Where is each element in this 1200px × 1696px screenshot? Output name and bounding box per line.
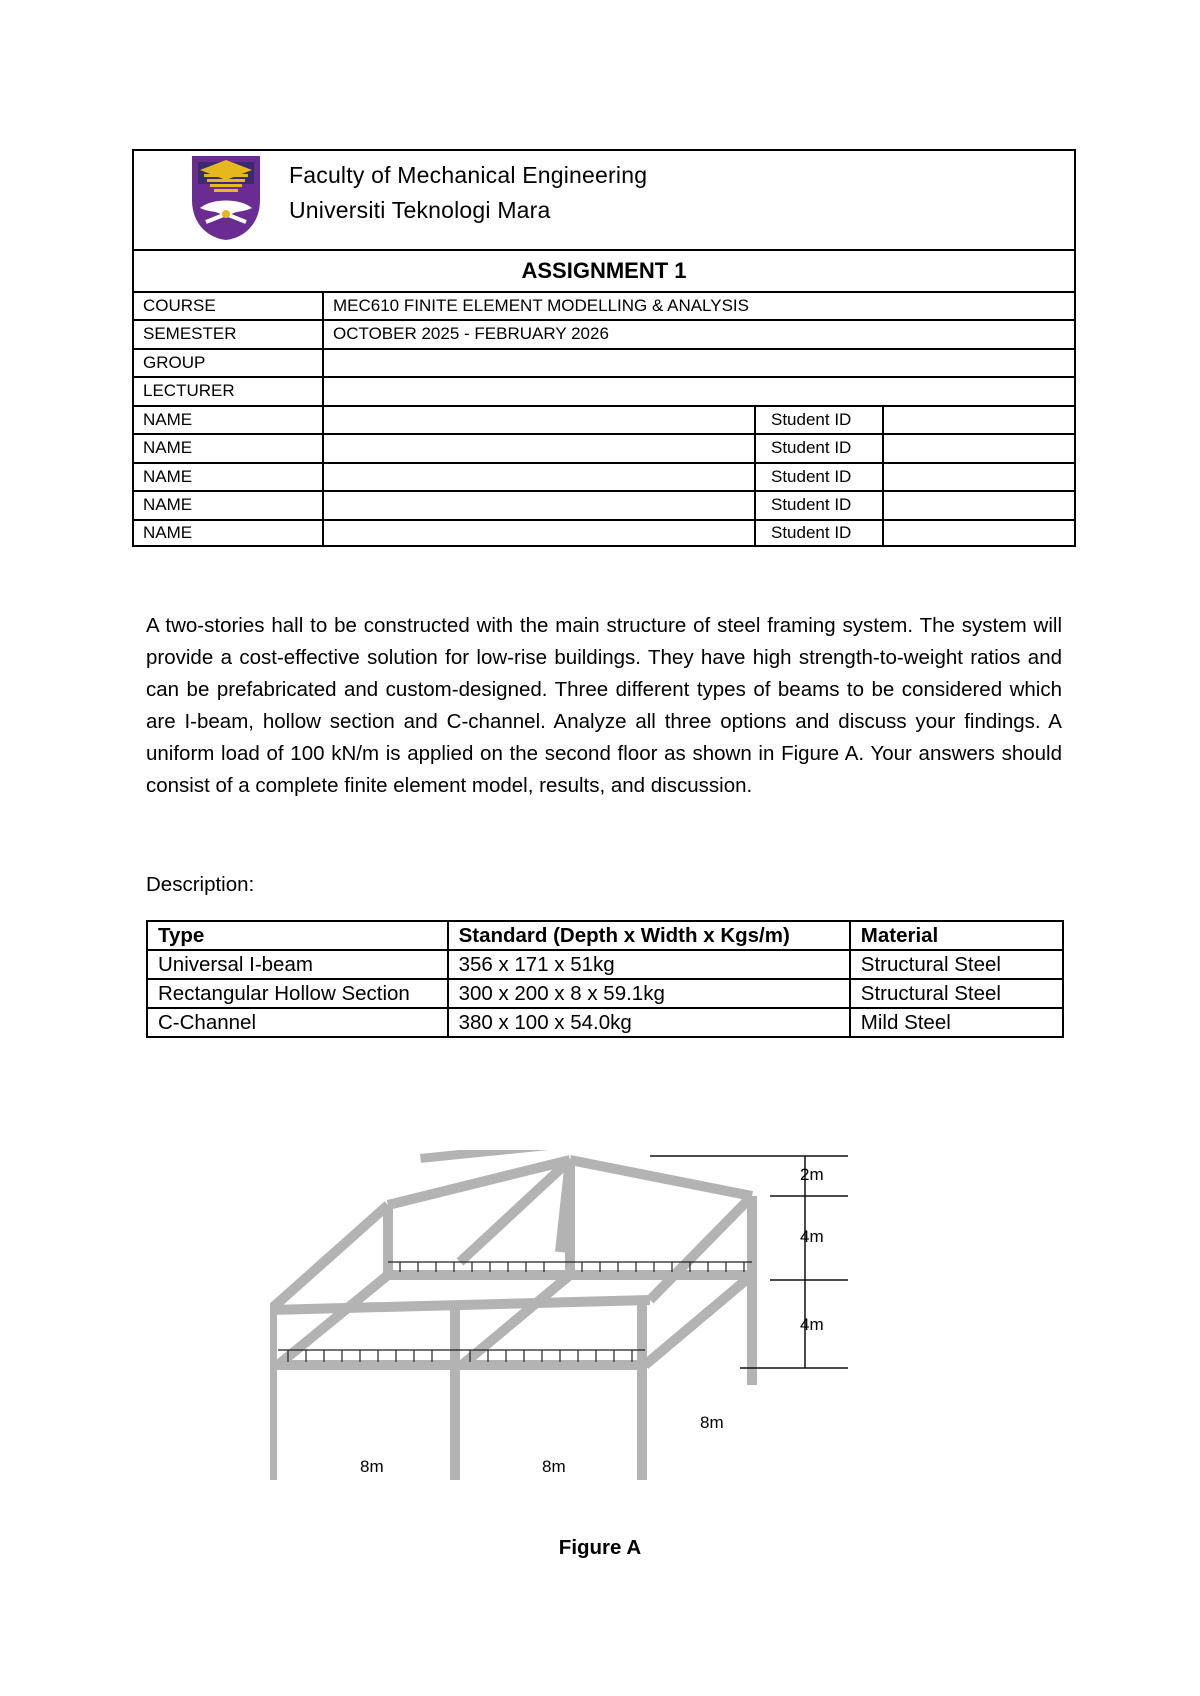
frame-geometry: [270, 1160, 752, 1480]
student-id-label: Student ID: [754, 521, 882, 545]
lecturer-label: LECTURER: [143, 381, 235, 400]
span-depth-label: 8m: [700, 1413, 724, 1432]
span-left-label: 8m: [360, 1457, 384, 1476]
problem-statement: A two-stories hall to be constructed with the main structure of steel framing system. The system will provide a cost-effective solution for low-rise buildings. They have high strength-to-weight ratios and can be prefabricated and custom-designed. Three different types of beams to be considered which are I-beam, hollow section and C-channel. Analyze all three options and discuss your findings. A uniform load of 100 kN/m is applied on the second floor as shown in Figure A. Your answers should consist of a complete finite element model, results, and discussion.: [146, 614, 1062, 797]
member-row: [134, 407, 1074, 435]
name-label: NAME: [143, 467, 193, 486]
student-id-field[interactable]: [882, 464, 1074, 490]
table-header-row: [147, 921, 1063, 950]
group-label: GROUP: [143, 353, 206, 372]
student-id-label: Student ID: [754, 464, 882, 490]
beam-type: Rectangular Hollow Section: [147, 979, 448, 1008]
beam-type: C-Channel: [147, 1008, 448, 1037]
beam-standard: 380 x 100 x 54.0kg: [448, 1008, 850, 1037]
semester-field[interactable]: OCTOBER 2025 - FEBRUARY 2026: [322, 321, 1074, 348]
name-field[interactable]: [322, 435, 754, 462]
frame-members: [385, 1150, 622, 1158]
column-header: Material: [850, 921, 1063, 950]
group-row: [134, 350, 1074, 378]
student-id-field[interactable]: [882, 492, 1074, 519]
name-label: NAME: [143, 495, 193, 514]
student-id-field[interactable]: [882, 407, 1074, 433]
semester-row: [134, 321, 1074, 350]
assignment-header-form: [132, 149, 1076, 547]
beam-material: Mild Steel: [850, 1008, 1063, 1037]
student-id-label: Student ID: [754, 435, 882, 462]
dim-upper-height: 4m: [800, 1227, 824, 1246]
table-row: [147, 1008, 1063, 1037]
beam-material: Structural Steel: [850, 979, 1063, 1008]
beam-material: Structural Steel: [850, 950, 1063, 979]
assignment-title: ASSIGNMENT 1: [521, 258, 687, 283]
student-id-field[interactable]: [882, 521, 1074, 545]
span-middle-label: 8m: [542, 1457, 566, 1476]
assignment-title-row: [134, 251, 1074, 293]
lecturer-field[interactable]: [322, 378, 1074, 405]
beam-standard: 300 x 200 x 8 x 59.1kg: [448, 979, 850, 1008]
uitm-crest-logo: [188, 154, 264, 242]
university-name: Universiti Teknologi Mara: [289, 197, 551, 223]
student-id-label: Student ID: [754, 492, 882, 519]
member-row: [134, 492, 1074, 521]
name-label: NAME: [143, 438, 193, 457]
member-row: [134, 521, 1074, 545]
description-label: Description:: [146, 873, 255, 896]
name-field[interactable]: [322, 407, 754, 433]
dim-lower-height: 4m: [800, 1315, 824, 1334]
beam-type: Universal I-beam: [147, 950, 448, 979]
name-label: NAME: [143, 523, 193, 542]
column-header: Type: [147, 921, 448, 950]
beam-options-table: [146, 920, 1064, 1038]
table-row: [147, 950, 1063, 979]
course-row: [134, 293, 1074, 321]
steel-frame-figure: [270, 1150, 940, 1520]
column-header: Standard (Depth x Width x Kgs/m): [448, 921, 850, 950]
course-field[interactable]: MEC610 FINITE ELEMENT MODELLING & ANALYSIS: [322, 293, 1074, 319]
lecturer-row: [134, 378, 1074, 407]
course-label: COURSE: [143, 296, 216, 315]
dim-roof-height: 2m: [800, 1165, 824, 1184]
table-row: [147, 979, 1063, 1008]
figure-caption: Figure A: [558, 1536, 642, 1559]
name-label: NAME: [143, 410, 193, 429]
faculty-header: [134, 151, 1074, 251]
semester-label: SEMESTER: [143, 324, 237, 343]
member-row: [134, 464, 1074, 492]
name-field[interactable]: [322, 521, 754, 545]
member-row: [134, 435, 1074, 464]
name-field[interactable]: [322, 492, 754, 519]
beam-standard: 356 x 171 x 51kg: [448, 950, 850, 979]
student-id-label: Student ID: [754, 407, 882, 433]
name-field[interactable]: [322, 464, 754, 490]
faculty-name: Faculty of Mechanical Engineering: [289, 162, 648, 188]
student-id-field[interactable]: [882, 435, 1074, 462]
group-field[interactable]: [322, 350, 1074, 376]
